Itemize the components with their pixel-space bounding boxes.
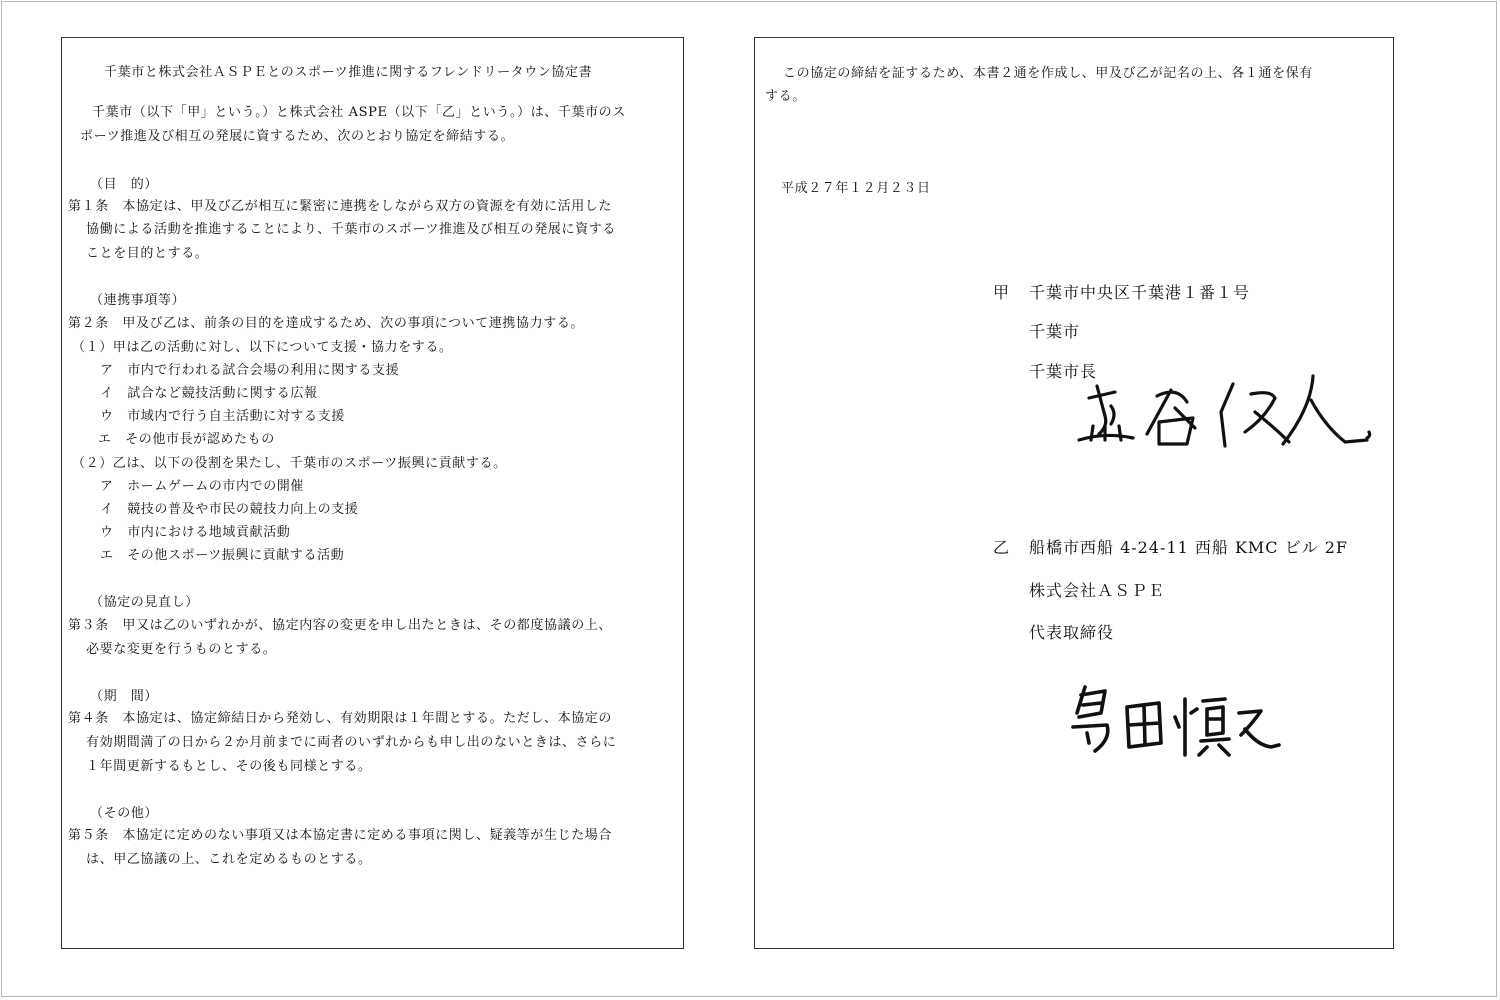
article-1-line-2: 協働による活動を推進することにより、千葉市のスポーツ推進及び相互の発展に資する <box>86 222 616 237</box>
party-a-org: 千葉市 <box>1029 322 1081 341</box>
party-a-mark: 甲 <box>993 283 1011 302</box>
article-4-line-1: 第４条 本協定は、協定締結日から発効し、有効期限は１年間とする。ただし、本協定の <box>68 711 613 726</box>
article-3-line-2: 必要な変更を行うものとする。 <box>86 642 277 657</box>
article-2-heading: （連携事項等） <box>90 293 186 308</box>
intro-line-2: ポーツ推進及び相互の発展に資するため、次のとおり協定を締結する。 <box>80 129 515 144</box>
article-2-sub-1: （１）甲は乙の活動に対し、以下について支援・協力をする。 <box>72 340 453 355</box>
closing-line-1: この協定の締結を証するため、本書２通を作成し、甲及び乙が記名の上、各１通を保有 <box>783 66 1313 81</box>
party-b-signature <box>1067 673 1283 763</box>
article-2-sub-1-item-e: エ その他市長が認めたもの <box>98 432 275 447</box>
article-5-line-2: は、甲乙協議の上、これを定めるものとする。 <box>86 852 372 867</box>
article-5-heading: （その他） <box>90 806 159 821</box>
article-4-line-3: １年間更新するもとし、その後も同様とする。 <box>86 759 372 774</box>
article-3-line-1: 第３条 甲又は乙のいずれかが、協定内容の変更を申し出たときは、その都度協議の上、 <box>68 618 613 633</box>
article-2-sub-2-item-u: ウ 市内における地域貢献活動 <box>100 525 291 540</box>
article-2-sub-1-item-i: イ 試合など競技活動に関する広報 <box>100 386 318 401</box>
document-title: 千葉市と株式会社ＡＳＰＥとのスポーツ推進に関するフレンドリータウン協定書 <box>104 65 593 80</box>
party-b-org: 株式会社ＡＳＰＥ <box>1029 581 1166 600</box>
article-2-sub-2-item-a: ア ホームゲームの市内での開催 <box>100 479 305 494</box>
article-1-line-1: 第１条 本協定は、甲及び乙が相互に緊密に連携をしながら双方の資源を有効に活用した <box>68 199 613 214</box>
article-3-heading: （協定の見直し） <box>90 595 199 610</box>
agreement-date: 平成２７年１２月２３日 <box>781 181 931 196</box>
article-2-sub-1-item-a: ア 市内で行われる試合会場の利用に関する支援 <box>100 363 400 378</box>
article-2-sub-2-item-i: イ 競技の普及や市民の競技力向上の支援 <box>100 502 359 517</box>
article-5-line-1: 第５条 本協定に定めのない事項又は本協定書に定める事項に関し、疑義等が生じた場合 <box>68 828 613 843</box>
article-2-line: 第２条 甲及び乙は、前条の目的を達成するため、次の事項について連携協力する。 <box>68 316 585 331</box>
article-2-sub-2: （２）乙は、以下の役割を果たし、千葉市のスポーツ振興に貢献する。 <box>72 456 507 471</box>
party-b-title: 代表取締役 <box>1029 623 1115 642</box>
article-1-line-3: ことを目的とする。 <box>86 246 209 261</box>
closing-line-2: する。 <box>765 89 806 104</box>
intro-line-1: 千葉市（以下「甲」という。）と株式会社 ASPE（以下「乙」という。）は、千葉市のス <box>92 105 626 120</box>
party-a-address: 千葉市中央区千葉港１番１号 <box>1029 283 1251 302</box>
agreement-page-2 <box>754 37 1394 949</box>
article-2-sub-2-item-e: エ その他スポーツ振興に貢献する活動 <box>100 548 345 563</box>
party-a-title: 千葉市長 <box>1029 362 1098 381</box>
party-b-mark: 乙 <box>993 538 1011 557</box>
article-1-heading: （目 的） <box>90 177 159 192</box>
article-4-line-2: 有効期間満了の日から２か月前までに両者のいずれからも申し出のないときは、さらに <box>86 735 617 750</box>
party-a-signature <box>1075 368 1375 458</box>
article-4-heading: （期 間） <box>90 689 159 704</box>
party-b-address: 船橋市西船 4-24-11 西船 KMC ビル 2F <box>1029 538 1349 557</box>
article-2-sub-1-item-u: ウ 市域内で行う自主活動に対する支援 <box>100 409 345 424</box>
agreement-page-1 <box>61 37 684 949</box>
